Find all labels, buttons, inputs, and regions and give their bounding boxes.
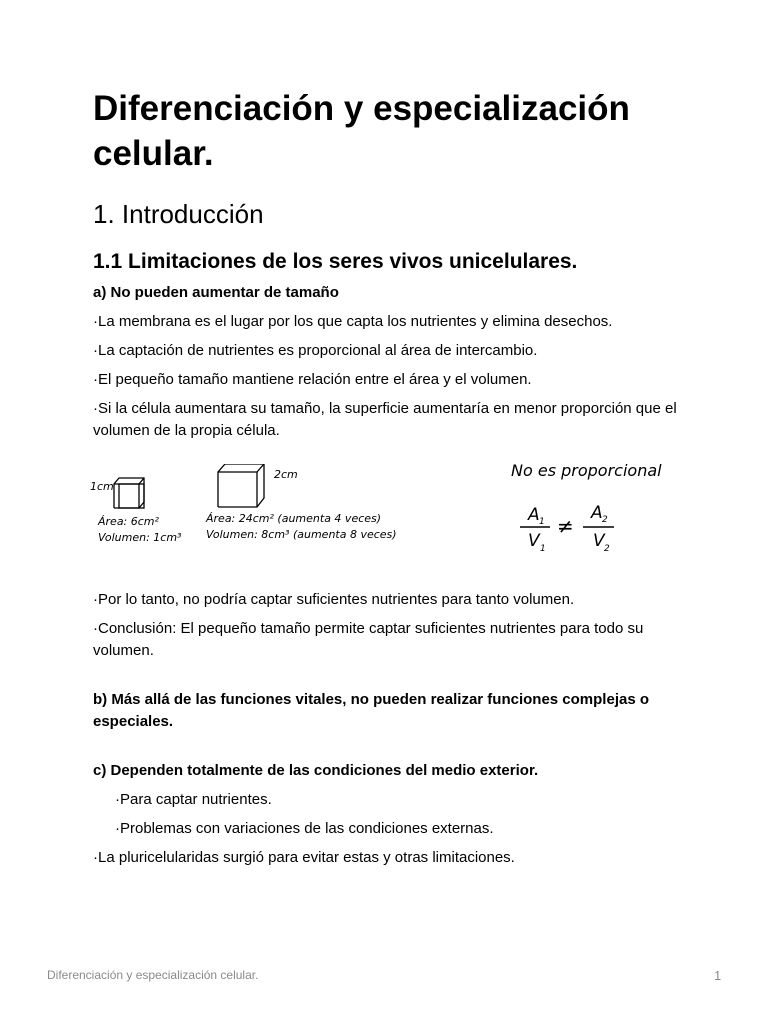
footer-page-number: 1 [714,968,722,983]
cube-sketch [88,464,688,584]
point-a-heading: a) No pueden aumentar de tamaño [93,284,339,301]
point-a-bullet: ·La captación de nutrientes es proporcional al área de intercambio. [93,342,538,359]
ratio-volume-1-sub: 1 [540,544,546,554]
point-a-bullet: ·El pequeño tamaño mantiene relación entre el área y el volumen. [93,371,532,388]
area-volume-ratio [520,503,614,554]
ratio-area-2: A [591,503,603,523]
large-cube-volume: Volumen: 8cm³ (aumenta 8 veces) [206,528,397,541]
point-c-heading: c) Dependen totalmente de las condiciones del medio exterior. [93,762,539,779]
ratio-area-1-sub: 1 [539,517,545,527]
point-a-bullet: ·La membrana es el lugar por los que capta los nutrientes y elimina desechos. [93,313,613,330]
not-proportional-note: No es proporcional [511,464,662,480]
ratio-area-2-sub: 2 [602,515,608,525]
point-c-sub-bullet: ·Problemas con variaciones de las condiciones externas. [115,820,494,837]
point-c-closing: ·La pluricelularidas surgió para evitar estas y otras limitaciones. [93,849,515,866]
large-cube-area: Área: 24cm² (aumenta 4 veces) [206,512,382,525]
point-b-heading: b) Más allá de las funciones vitales, no pueden realizar funciones complejas o especiales. [93,691,649,730]
small-cube-side-label: 1cm [90,480,114,493]
large-cube-drawing [218,464,264,507]
subsection-heading: 1.1 Limitaciones de los seres vivos unicelulares. [93,250,578,273]
small-cube-volume: Volumen: 1cm³ [98,531,182,544]
ratio-volume-1: V [528,531,540,551]
after-sketch-bullet: ·Por lo tanto, no podría captar suficientes nutrientes para tanto volumen. [93,591,575,608]
small-cube-drawing [114,478,144,508]
footer-title: Diferenciación y especialización celular. [47,968,259,982]
point-a-bullet: ·Si la célula aumentara su tamaño, la superficie aumentaría en menor proporción que el volumen de la propia célula. [93,400,677,439]
ratio-area-1: A [528,505,540,525]
document-body [90,86,693,869]
ratio-not-equal-sign: ≠ [557,514,574,538]
conclusion-bullet: ·Conclusión: El pequeño tamaño permite captar suficientes nutrientes para todo su volumen. [93,620,644,659]
ratio-volume-2: V [593,531,605,551]
ratio-volume-2-sub: 2 [604,544,610,554]
point-c-sub-bullet: ·Para captar nutrientes. [115,791,272,808]
document-title: Diferenciación y especialización celular. [93,89,630,173]
section-heading: 1. Introducción [93,199,264,229]
small-cube-area: Área: 6cm² [98,515,159,528]
large-cube-side-label: 2cm [274,468,298,481]
